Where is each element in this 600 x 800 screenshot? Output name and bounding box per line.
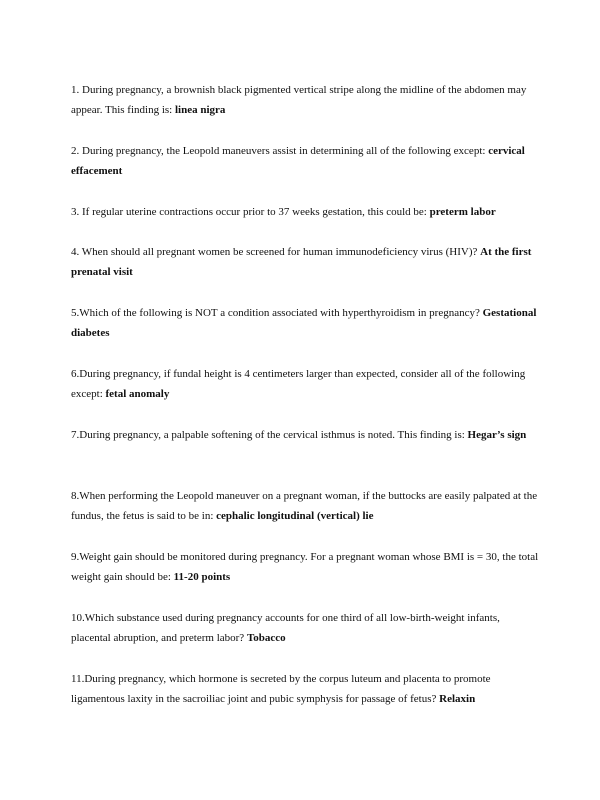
question-text: 3. If regular uterine contractions occur prior to 37 weeks gestation, this could be: (71, 206, 430, 218)
question-2 (71, 141, 541, 181)
question-1 (71, 80, 541, 120)
answer-text: Tobacco (246, 632, 286, 644)
question-5 (71, 303, 541, 343)
question-text: 2. During pregnancy, the Leopold maneuvers assist in determining all of the following except: (71, 145, 489, 157)
question-6 (71, 364, 541, 404)
question-text: 6.During pregnancy, if fundal height is 4 centimeters larger than expected, consider all of the following except: (71, 368, 526, 400)
answer-text: linea nigra (174, 104, 226, 116)
question-text: 4. When should all pregnant women be screened for human immunodeficiency virus (HIV)? (71, 246, 481, 258)
question-text: 7.During pregnancy, a palpable softening of the cervical isthmus is noted. This finding is: (71, 429, 468, 441)
question-7 (71, 425, 541, 445)
answer-text: At the first prenatal visit (71, 246, 532, 278)
question-text: 9.Weight gain should be monitored during pregnancy. For a pregnant woman whose BMI is = 30, the total weight gain should be: (71, 551, 539, 583)
answer-text: fetal anomaly (105, 388, 170, 400)
question-text: 1. During pregnancy, a brownish black pigmented vertical stripe along the midline of the abdomen may appear. This finding is: (71, 84, 527, 116)
question-8 (71, 486, 541, 526)
question-10 (71, 608, 541, 648)
answer-text: Gestational diabetes (71, 307, 537, 339)
question-text: 11.During pregnancy, which hormone is secreted by the corpus luteum and placenta to promote ligamentous laxity in the sacroiliac joint and pubic symphysis for passage of fetus? (71, 673, 491, 705)
answer-text: Relaxin (439, 693, 476, 705)
question-4 (71, 242, 541, 282)
question-3 (71, 202, 541, 222)
question-9 (71, 547, 541, 587)
answer-text: Hegar’s sign (467, 429, 527, 441)
answer-text: cervical effacement (71, 145, 525, 177)
question-11 (71, 669, 541, 709)
question-text: 10.Which substance used during pregnancy accounts for one third of all low-birth-weight infants, placental abruption, and preterm labor? (71, 612, 500, 644)
answer-text: 11-20 points (173, 571, 231, 583)
question-text: 5.Which of the following is NOT a condition associated with hyperthyroidism in pregnancy? (71, 307, 483, 319)
question-text: 8.When performing the Leopold maneuver on a pregnant woman, if the buttocks are easily palpated at the fundus, the fetus is said to be in: (71, 490, 538, 522)
answer-text: preterm labor (429, 206, 496, 218)
answer-text: cephalic longitudinal (vertical) lie (216, 510, 374, 522)
